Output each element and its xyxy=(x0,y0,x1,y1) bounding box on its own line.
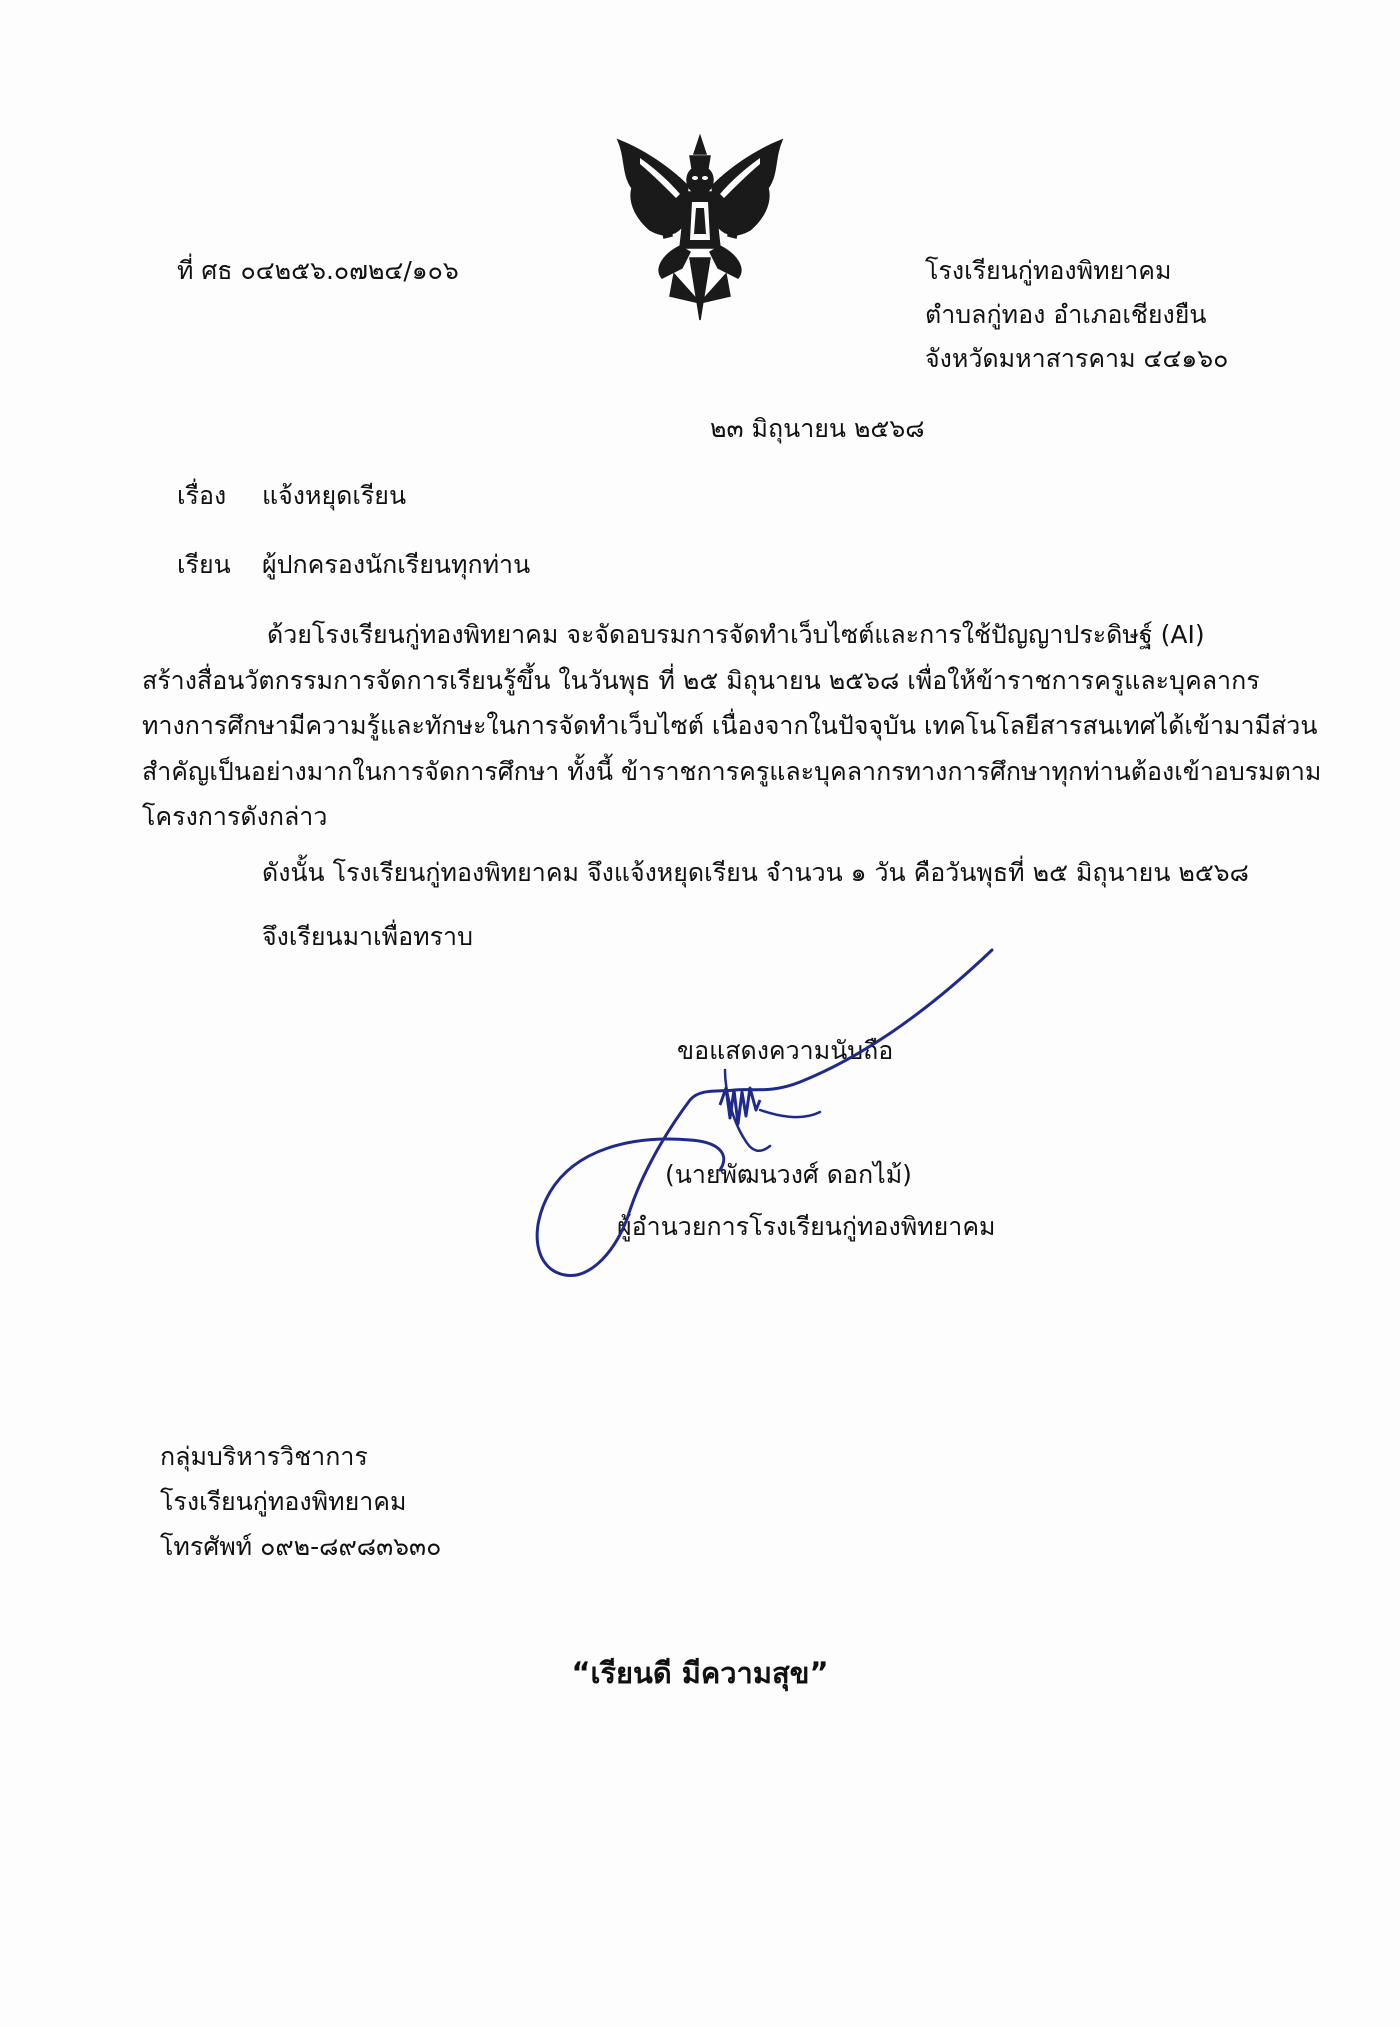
contact-phone: โทรศัพท์ ๐๙๒-๘๙๘๓๖๓๐ xyxy=(160,1532,442,1561)
subject-text: แจ้งหยุดเรียน xyxy=(262,481,407,510)
body-paragraph-1-line: ทางการศึกษามีความรู้และทักษะในการจัดทำเว็บไซต์ เนื่องจากในปัจจุบัน เทคโนโลยีสารสนเทศได้เข้ามามีส่วน xyxy=(142,711,1318,740)
signer-position: ผู้อำนวยการโรงเรียนกู่ทองพิทยาคม xyxy=(617,1212,996,1241)
school-motto: “เรียนดี มีความสุข” xyxy=(571,1656,829,1690)
body-paragraph-1 xyxy=(142,612,1322,840)
signer-name: (นายพัฒนวงศ์ ดอกไม้) xyxy=(665,1160,912,1189)
reference-number: ที่ ศธ ๐๔๒๕๖.๐๗๒๔/๑๐๖ xyxy=(177,256,459,285)
sender-address-line-2: ตำบลกู่ทอง อำเภอเชียงยืน xyxy=(925,300,1207,329)
body-paragraph-1-line: สำคัญเป็นอย่างมากในการจัดการศึกษา ทั้งนี้ ข้าราชการครูและบุคลากรทางการศึกษาทุกท่านต้องเข้าอบรมตาม xyxy=(142,756,1322,786)
handwritten-signature xyxy=(520,940,1020,1300)
body-paragraph-1-line: สร้างสื่อนวัตกรรมการจัดการเรียนรู้ขึ้น ในวันพุธ ที่ ๒๕ มิถุนายน ๒๕๖๘ เพื่อให้ข้าราชการครูและบุคลากร xyxy=(142,665,1260,695)
sender-address-line-1: โรงเรียนกู่ทองพิทยาคม xyxy=(925,256,1172,285)
letter-date: ๒๓ มิถุนายน ๒๕๖๘ xyxy=(710,414,925,443)
sender-address-line-3: จังหวัดมหาสารคาม ๔๔๑๖๐ xyxy=(925,344,1229,373)
body-paragraph-2: ดังนั้น โรงเรียนกู่ทองพิทยาคม จึงแจ้งหยุดเรียน จำนวน ๑ วัน คือวันพุธที่ ๒๕ มิถุนายน ๒๕๖๘ xyxy=(262,858,1249,887)
salutation-label: เรียน xyxy=(177,550,231,579)
salutation-text: ผู้ปกครองนักเรียนทุกท่าน xyxy=(262,550,531,579)
closing-line: จึงเรียนมาเพื่อทราบ xyxy=(262,922,473,951)
subject-label: เรื่อง xyxy=(177,481,227,510)
contact-school: โรงเรียนกู่ทองพิทยาคม xyxy=(160,1487,407,1516)
contact-department: กลุ่มบริหารวิชาการ xyxy=(160,1442,368,1471)
body-paragraph-1-line: ด้วยโรงเรียนกู่ทองพิทยาคม จะจัดอบรมการจัดทำเว็บไซต์และการใช้ปัญญาประดิษฐ์ (AI) xyxy=(267,620,1205,649)
garuda-emblem-icon xyxy=(610,128,790,323)
complimentary-close: ขอแสดงความนับถือ xyxy=(677,1036,894,1065)
body-paragraph-1-line: โครงการดังกล่าว xyxy=(142,802,328,831)
